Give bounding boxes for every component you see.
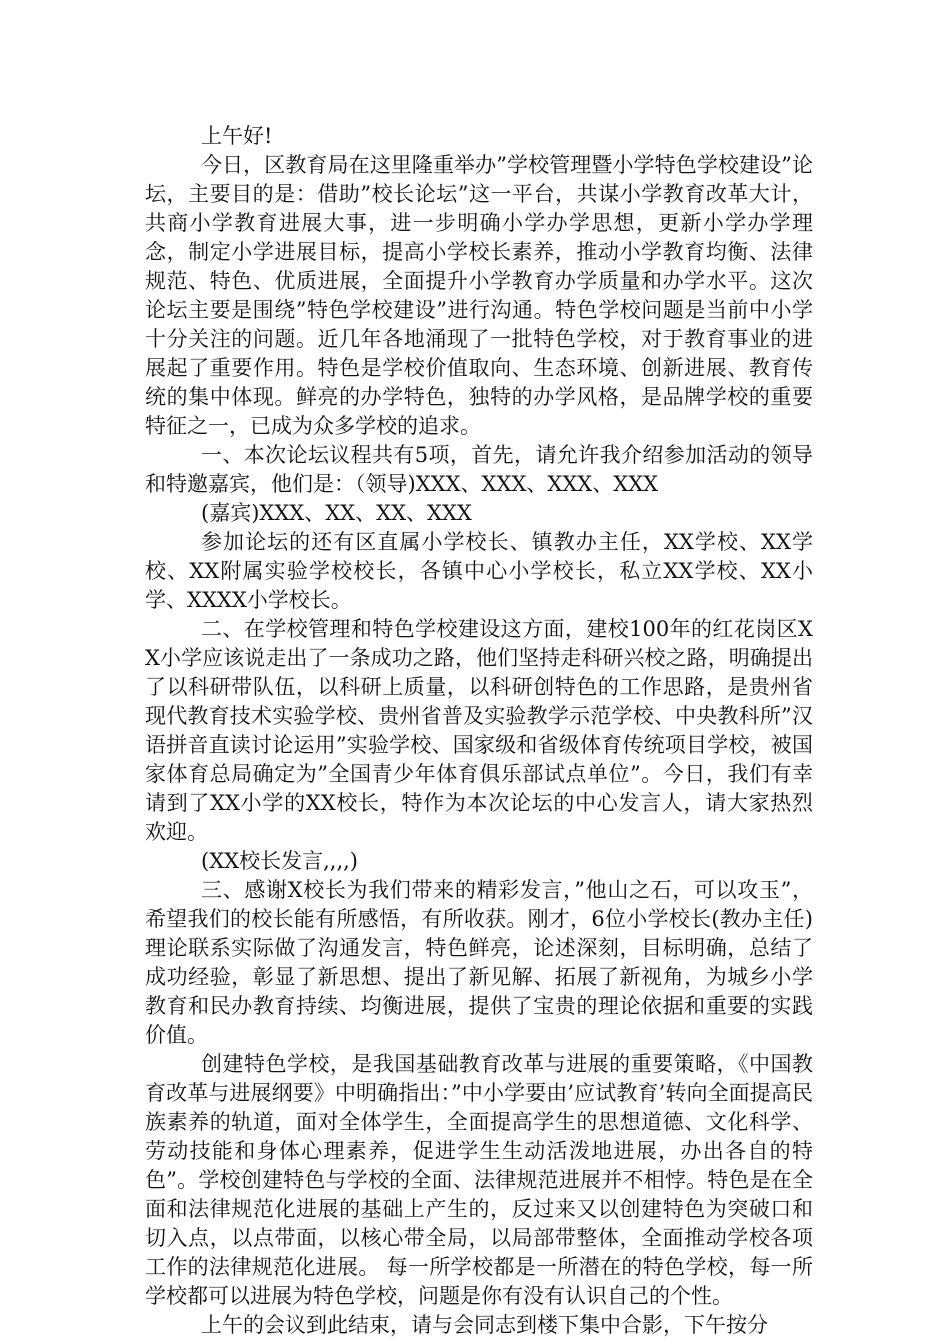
guests-paragraph: (嘉宾)XXX、XX、XX、XXX: [201, 501, 472, 525]
closing-paragraph: 上午的会议到此结束，请与会同志到楼下集中合影，下午按分: [201, 1313, 768, 1337]
agenda-paragraph: 一、本次论坛议程共有5项，首先，请允许我介绍参加活动的领导和特邀嘉宾，他们是：（领导)XXX、XXX、XXX、XXX: [145, 443, 813, 496]
speech-note-paragraph: (XX校长发言,,,,): [201, 849, 358, 873]
strategy-paragraph: 创建特色学校，是我国基础教育改革与进展的重要策略，《中国教育改革与进展纲要》中明确指出：”中小学要由’应试教育’转向全面提高民族素养的轨道，面对全体学生，全面提高学生的思想道德、文化科学、劳动技能和身体心理素养，促进学生生动活泼地进展，办出各自的特色”。学校创建特色与学校的全面、法律规范进展并不相悖。特色是在全面和法律规范化进展的基础上产生的，反过来又以创建特色为突破口和切入点，以点带面，以核心带全局，以局部带整体，全面推动学校各项工作的法律规范化进展。 每一所学校都是一所潜在的特色学校，每一所学校都可以进展为特色学校，问题是你有没有认识自己的个性。: [145, 1052, 813, 1308]
document-body: [145, 122, 813, 1340]
intro-paragraph: 今日，区教育局在这里隆重举办”学校管理暨小学特色学校建设”论坛，主要目的是：借助”校长论坛”这一平台，共谋小学教育改革大计，共商小学教育进展大事，进一步明确小学办学思想，更新小学办学理念，制定小学进展目标，提高小学校长素养，推动小学教育均衡、法律规范、特色、优质进展，全面提升小学教育办学质量和办学水平。这次论坛主要是围绕”特色学校建设”进行沟通。特色学校问题是当前中小学十分关注的问题。近几年各地涌现了一批特色学校，对于教育事业的进展起了重要作用。特色是学校价值取向、生态环境、创新进展、教育传统的集中体现。鲜亮的办学特色，独特的办学风格，是品牌学校的重要特征之一，已成为众多学校的追求。: [145, 153, 813, 438]
greeting-paragraph: 上午好!: [201, 124, 273, 148]
attendees-paragraph: 参加论坛的还有区直属小学校长、镇教办主任，XX学校、XX学校、XX附属实验学校校长，各镇中心小学校长，私立XX学校、XX小学、XXXX小学校长。: [145, 530, 813, 612]
school-intro-paragraph: 二、在学校管理和特色学校建设这方面，建校100年的红花岗区XX小学应该说走出了一条成功之路，他们坚持走科研兴校之路，明确提出了以科研带队伍，以科研上质量，以科研创特色的工作思路，是贵州省现代教育技术实验学校、贵州省普及实验教学示范学校、中央教科所”汉语拼音直读讨论运用”实验学校、国家级和省级体育传统项目学校，被国家体育总局确定为”全国青少年体育俱乐部试点单位”。今日，我们有幸请到了XX小学的XX校长，特作为本次论坛的中心发言人，请大家热烈欢迎。: [145, 617, 813, 844]
thanks-paragraph: 三、感谢X校长为我们带来的精彩发言，”他山之石，可以攻玉”，希望我们的校长能有所感悟，有所收获。刚才，6位小学校长(教办主任)理论联系实际做了沟通发言，特色鲜亮，论述深刻，目标明确，总结了成功经验，彰显了新思想、提出了新见解、拓展了新视角，为城乡小学教育和民办教育持续、均衡进展，提供了宝贵的理论依据和重要的实践价值。: [145, 878, 813, 1047]
